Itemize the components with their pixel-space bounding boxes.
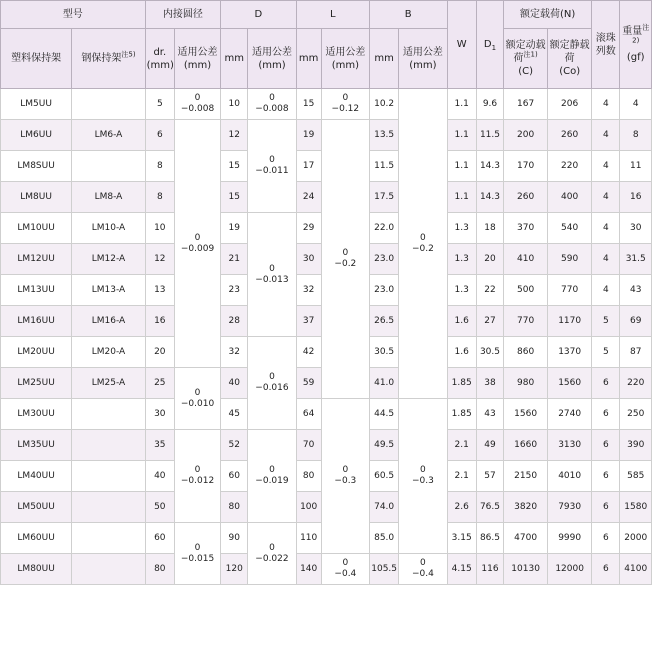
B-cell: 26.5 bbox=[369, 306, 398, 337]
static-load-cell: 3130 bbox=[548, 430, 592, 461]
header-D-tolerance: 适用公差 (mm) bbox=[248, 29, 296, 89]
D1-cell: 43 bbox=[476, 399, 503, 430]
dynamic-load-cell: 500 bbox=[504, 275, 548, 306]
dynamic-load-cell: 1660 bbox=[504, 430, 548, 461]
header-dr: dr. (mm) bbox=[145, 29, 174, 89]
weight-cell: 8 bbox=[620, 120, 652, 151]
weight-cell: 220 bbox=[620, 368, 652, 399]
W-cell: 1.1 bbox=[447, 151, 476, 182]
D-cell: 12 bbox=[221, 120, 248, 151]
ball-rows-cell: 4 bbox=[592, 151, 620, 182]
static-load-cell: 4010 bbox=[548, 461, 592, 492]
ball-rows-cell: 6 bbox=[592, 523, 620, 554]
dynamic-load-cell: 370 bbox=[504, 213, 548, 244]
D-tolerance-cell: 0 −0.008 bbox=[248, 89, 296, 120]
dr-tolerance-cell: 0 −0.012 bbox=[174, 430, 220, 523]
dr-cell: 25 bbox=[145, 368, 174, 399]
steel-cage-cell: LM13-A bbox=[72, 275, 145, 306]
D-cell: 10 bbox=[221, 89, 248, 120]
B-tolerance-cell: 0 −0.2 bbox=[399, 89, 447, 399]
static-load-cell: 2740 bbox=[548, 399, 592, 430]
dr-cell: 50 bbox=[145, 492, 174, 523]
header-rated-load: 额定载荷(N) bbox=[504, 1, 592, 29]
dr-cell: 8 bbox=[145, 151, 174, 182]
ball-rows-cell: 6 bbox=[592, 461, 620, 492]
model-cell: LM40UU bbox=[1, 461, 72, 492]
D1-cell: 14.3 bbox=[476, 151, 503, 182]
static-load-cell: 540 bbox=[548, 213, 592, 244]
B-cell: 74.0 bbox=[369, 492, 398, 523]
model-cell: LM50UU bbox=[1, 492, 72, 523]
dynamic-load-cell: 200 bbox=[504, 120, 548, 151]
steel-cage-cell bbox=[72, 430, 145, 461]
D1-cell: 116 bbox=[476, 554, 503, 585]
header-dr-tolerance: 适用公差 (mm) bbox=[174, 29, 220, 89]
D1-cell: 86.5 bbox=[476, 523, 503, 554]
steel-cage-cell bbox=[72, 492, 145, 523]
static-load-cell: 1370 bbox=[548, 337, 592, 368]
L-cell: 80 bbox=[296, 461, 321, 492]
D-cell: 21 bbox=[221, 244, 248, 275]
W-cell: 2.1 bbox=[447, 461, 476, 492]
header-L-tolerance: 适用公差 (mm) bbox=[321, 29, 369, 89]
steel-cage-cell: LM8-A bbox=[72, 182, 145, 213]
ball-rows-cell: 4 bbox=[592, 213, 620, 244]
dr-cell: 80 bbox=[145, 554, 174, 585]
dr-cell: 16 bbox=[145, 306, 174, 337]
steel-cage-cell bbox=[72, 151, 145, 182]
static-load-cell: 12000 bbox=[548, 554, 592, 585]
header-model: 型号 bbox=[1, 1, 146, 29]
B-cell: 23.0 bbox=[369, 275, 398, 306]
D1-cell: 14.3 bbox=[476, 182, 503, 213]
B-tolerance-cell: 0 −0.4 bbox=[399, 554, 447, 585]
ball-rows-cell: 4 bbox=[592, 89, 620, 120]
dynamic-load-cell: 167 bbox=[504, 89, 548, 120]
ball-rows-cell: 5 bbox=[592, 306, 620, 337]
B-cell: 60.5 bbox=[369, 461, 398, 492]
model-cell: LM5UU bbox=[1, 89, 72, 120]
D-tolerance-cell: 0 −0.019 bbox=[248, 430, 296, 523]
B-cell: 13.5 bbox=[369, 120, 398, 151]
B-tolerance-cell: 0 −0.3 bbox=[399, 399, 447, 554]
W-cell: 1.6 bbox=[447, 337, 476, 368]
weight-cell: 69 bbox=[620, 306, 652, 337]
D-cell: 23 bbox=[221, 275, 248, 306]
B-cell: 105.5 bbox=[369, 554, 398, 585]
W-cell: 1.85 bbox=[447, 368, 476, 399]
D-cell: 19 bbox=[221, 213, 248, 244]
D-cell: 52 bbox=[221, 430, 248, 461]
dr-cell: 8 bbox=[145, 182, 174, 213]
model-cell: LM20UU bbox=[1, 337, 72, 368]
table-row bbox=[1, 120, 652, 151]
D-cell: 32 bbox=[221, 337, 248, 368]
dynamic-load-cell: 3820 bbox=[504, 492, 548, 523]
dr-tolerance-cell: 0 −0.010 bbox=[174, 368, 220, 430]
W-cell: 1.1 bbox=[447, 120, 476, 151]
L-tolerance-cell: 0 −0.2 bbox=[321, 120, 369, 399]
steel-cage-cell bbox=[72, 523, 145, 554]
L-cell: 100 bbox=[296, 492, 321, 523]
B-cell: 10.2 bbox=[369, 89, 398, 120]
model-cell: LM12UU bbox=[1, 244, 72, 275]
W-cell: 1.6 bbox=[447, 306, 476, 337]
dr-tolerance-cell: 0 −0.008 bbox=[174, 89, 220, 120]
table-row bbox=[1, 89, 652, 120]
header-B-tolerance: 适用公差 (mm) bbox=[399, 29, 447, 89]
header-W: W bbox=[447, 1, 476, 89]
W-cell: 2.6 bbox=[447, 492, 476, 523]
L-tolerance-cell: 0 −0.12 bbox=[321, 89, 369, 120]
header-D-mm: mm bbox=[221, 29, 248, 89]
model-cell: LM25UU bbox=[1, 368, 72, 399]
model-cell: LM35UU bbox=[1, 430, 72, 461]
header-L: L bbox=[296, 1, 369, 29]
dynamic-load-cell: 860 bbox=[504, 337, 548, 368]
L-cell: 59 bbox=[296, 368, 321, 399]
ball-rows-cell: 4 bbox=[592, 120, 620, 151]
L-cell: 110 bbox=[296, 523, 321, 554]
steel-cage-cell bbox=[72, 554, 145, 585]
L-cell: 30 bbox=[296, 244, 321, 275]
model-cell: LM16UU bbox=[1, 306, 72, 337]
dr-cell: 10 bbox=[145, 213, 174, 244]
dynamic-load-cell: 1560 bbox=[504, 399, 548, 430]
D1-cell: 18 bbox=[476, 213, 503, 244]
L-cell: 29 bbox=[296, 213, 321, 244]
W-cell: 1.1 bbox=[447, 89, 476, 120]
D-cell: 15 bbox=[221, 182, 248, 213]
dr-cell: 13 bbox=[145, 275, 174, 306]
header-plastic-cage: 塑料保持架 bbox=[1, 29, 72, 89]
ball-rows-cell: 4 bbox=[592, 244, 620, 275]
D-tolerance-cell: 0 −0.022 bbox=[248, 523, 296, 585]
ball-rows-cell: 6 bbox=[592, 399, 620, 430]
dr-cell: 12 bbox=[145, 244, 174, 275]
dr-cell: 60 bbox=[145, 523, 174, 554]
header-steel-cage: 钢保持架$^{注5)}$ bbox=[72, 29, 145, 89]
dr-cell: 30 bbox=[145, 399, 174, 430]
D-cell: 60 bbox=[221, 461, 248, 492]
W-cell: 1.85 bbox=[447, 399, 476, 430]
D1-cell: 20 bbox=[476, 244, 503, 275]
header-L-mm: mm bbox=[296, 29, 321, 89]
L-cell: 17 bbox=[296, 151, 321, 182]
header-B: B bbox=[369, 1, 447, 29]
dr-cell: 35 bbox=[145, 430, 174, 461]
L-cell: 32 bbox=[296, 275, 321, 306]
steel-cage-cell: LM16-A bbox=[72, 306, 145, 337]
D1-cell: 76.5 bbox=[476, 492, 503, 523]
steel-cage-cell: LM12-A bbox=[72, 244, 145, 275]
weight-cell: 16 bbox=[620, 182, 652, 213]
B-cell: 30.5 bbox=[369, 337, 398, 368]
D1-cell: 27 bbox=[476, 306, 503, 337]
static-load-cell: 220 bbox=[548, 151, 592, 182]
D1-cell: 57 bbox=[476, 461, 503, 492]
dr-cell: 20 bbox=[145, 337, 174, 368]
header-dynamic-load: 额定动载荷$^{注1)}$ (C) bbox=[504, 29, 548, 89]
header-D: D bbox=[221, 1, 296, 29]
L-cell: 64 bbox=[296, 399, 321, 430]
table-row bbox=[1, 554, 652, 585]
L-cell: 140 bbox=[296, 554, 321, 585]
B-cell: 85.0 bbox=[369, 523, 398, 554]
D1-cell: 49 bbox=[476, 430, 503, 461]
static-load-cell: 400 bbox=[548, 182, 592, 213]
B-cell: 41.0 bbox=[369, 368, 398, 399]
ball-rows-cell: 6 bbox=[592, 492, 620, 523]
header-D1: $D_1$ bbox=[476, 1, 503, 89]
model-cell: LM80UU bbox=[1, 554, 72, 585]
model-cell: LM30UU bbox=[1, 399, 72, 430]
header-ball-rows: 滚珠列数 bbox=[592, 1, 620, 89]
W-cell: 2.1 bbox=[447, 430, 476, 461]
dr-tolerance-cell: 0 −0.015 bbox=[174, 523, 220, 585]
B-cell: 17.5 bbox=[369, 182, 398, 213]
table-row bbox=[1, 399, 652, 430]
weight-cell: 4100 bbox=[620, 554, 652, 585]
steel-cage-cell: LM10-A bbox=[72, 213, 145, 244]
static-load-cell: 590 bbox=[548, 244, 592, 275]
weight-cell: 2000 bbox=[620, 523, 652, 554]
L-cell: 70 bbox=[296, 430, 321, 461]
model-cell: LM10UU bbox=[1, 213, 72, 244]
weight-cell: 1580 bbox=[620, 492, 652, 523]
static-load-cell: 260 bbox=[548, 120, 592, 151]
model-cell: LM8SUU bbox=[1, 151, 72, 182]
dr-cell: 40 bbox=[145, 461, 174, 492]
dr-cell: 5 bbox=[145, 89, 174, 120]
D-tolerance-cell: 0 −0.013 bbox=[248, 213, 296, 337]
steel-cage-cell: LM25-A bbox=[72, 368, 145, 399]
dynamic-load-cell: 770 bbox=[504, 306, 548, 337]
weight-cell: 585 bbox=[620, 461, 652, 492]
D-cell: 45 bbox=[221, 399, 248, 430]
D-cell: 80 bbox=[221, 492, 248, 523]
L-cell: 37 bbox=[296, 306, 321, 337]
D-cell: 28 bbox=[221, 306, 248, 337]
ball-rows-cell: 5 bbox=[592, 337, 620, 368]
header-weight: 重量$^{注2)}$ (gf) bbox=[620, 1, 652, 89]
steel-cage-cell bbox=[72, 399, 145, 430]
B-cell: 22.0 bbox=[369, 213, 398, 244]
model-cell: LM13UU bbox=[1, 275, 72, 306]
B-cell: 49.5 bbox=[369, 430, 398, 461]
steel-cage-cell: LM6-A bbox=[72, 120, 145, 151]
weight-cell: 4 bbox=[620, 89, 652, 120]
W-cell: 1.1 bbox=[447, 182, 476, 213]
L-cell: 19 bbox=[296, 120, 321, 151]
W-cell: 1.3 bbox=[447, 244, 476, 275]
dr-cell: 6 bbox=[145, 120, 174, 151]
B-cell: 23.0 bbox=[369, 244, 398, 275]
D1-cell: 30.5 bbox=[476, 337, 503, 368]
D1-cell: 11.5 bbox=[476, 120, 503, 151]
W-cell: 1.3 bbox=[447, 213, 476, 244]
weight-cell: 11 bbox=[620, 151, 652, 182]
static-load-cell: 1170 bbox=[548, 306, 592, 337]
D1-cell: 22 bbox=[476, 275, 503, 306]
model-cell: LM6UU bbox=[1, 120, 72, 151]
ball-rows-cell: 4 bbox=[592, 182, 620, 213]
dynamic-load-cell: 4700 bbox=[504, 523, 548, 554]
weight-cell: 31.5 bbox=[620, 244, 652, 275]
dynamic-load-cell: 980 bbox=[504, 368, 548, 399]
dynamic-load-cell: 410 bbox=[504, 244, 548, 275]
D-tolerance-cell: 0 −0.016 bbox=[248, 337, 296, 430]
W-cell: 4.15 bbox=[447, 554, 476, 585]
L-cell: 42 bbox=[296, 337, 321, 368]
weight-cell: 87 bbox=[620, 337, 652, 368]
dr-tolerance-cell: 0 −0.009 bbox=[174, 120, 220, 368]
ball-rows-cell: 6 bbox=[592, 554, 620, 585]
static-load-cell: 206 bbox=[548, 89, 592, 120]
model-cell: LM60UU bbox=[1, 523, 72, 554]
dynamic-load-cell: 260 bbox=[504, 182, 548, 213]
static-load-cell: 770 bbox=[548, 275, 592, 306]
dynamic-load-cell: 2150 bbox=[504, 461, 548, 492]
header-B-mm: mm bbox=[369, 29, 398, 89]
L-cell: 15 bbox=[296, 89, 321, 120]
L-tolerance-cell: 0 −0.3 bbox=[321, 399, 369, 554]
D1-cell: 38 bbox=[476, 368, 503, 399]
D-cell: 90 bbox=[221, 523, 248, 554]
weight-cell: 43 bbox=[620, 275, 652, 306]
weight-cell: 30 bbox=[620, 213, 652, 244]
L-cell: 24 bbox=[296, 182, 321, 213]
static-load-cell: 9990 bbox=[548, 523, 592, 554]
static-load-cell: 7930 bbox=[548, 492, 592, 523]
steel-cage-cell: LM20-A bbox=[72, 337, 145, 368]
D-tolerance-cell: 0 −0.011 bbox=[248, 120, 296, 213]
ball-rows-cell: 6 bbox=[592, 368, 620, 399]
D-cell: 120 bbox=[221, 554, 248, 585]
L-tolerance-cell: 0 −0.4 bbox=[321, 554, 369, 585]
steel-cage-cell bbox=[72, 89, 145, 120]
ball-rows-cell: 4 bbox=[592, 275, 620, 306]
header-static-load: 额定静载荷 (Co) bbox=[548, 29, 592, 89]
W-cell: 1.3 bbox=[447, 275, 476, 306]
weight-cell: 250 bbox=[620, 399, 652, 430]
ball-rows-cell: 6 bbox=[592, 430, 620, 461]
B-cell: 44.5 bbox=[369, 399, 398, 430]
weight-cell: 390 bbox=[620, 430, 652, 461]
steel-cage-cell bbox=[72, 461, 145, 492]
D1-cell: 9.6 bbox=[476, 89, 503, 120]
dynamic-load-cell: 170 bbox=[504, 151, 548, 182]
static-load-cell: 1560 bbox=[548, 368, 592, 399]
B-cell: 11.5 bbox=[369, 151, 398, 182]
dynamic-load-cell: 10130 bbox=[504, 554, 548, 585]
D-cell: 15 bbox=[221, 151, 248, 182]
D-cell: 40 bbox=[221, 368, 248, 399]
header-inner-diameter: 内接圆径 bbox=[145, 1, 220, 29]
model-cell: LM8UU bbox=[1, 182, 72, 213]
W-cell: 3.15 bbox=[447, 523, 476, 554]
